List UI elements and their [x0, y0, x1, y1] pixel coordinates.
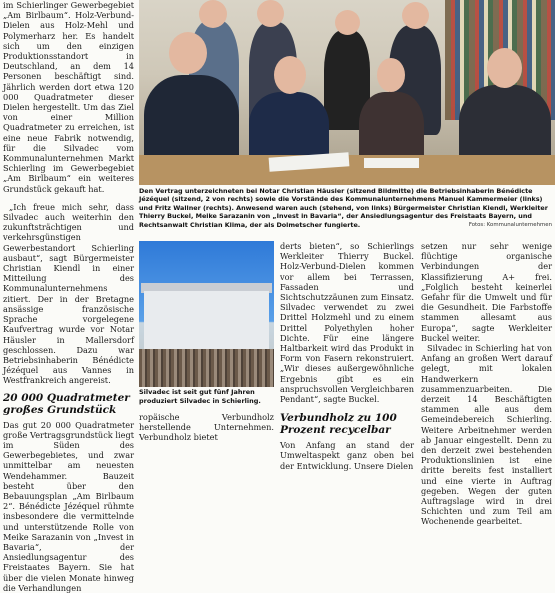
photo-credit: Fotos: Kommunalunternehmen — [468, 222, 552, 228]
paragraph: im Schierlinger Gewerbegebiet „Am Birlbaum“. Holz-Verbund-Dielen aus Holz-Mehl und Polymerharz her. Es handelt sich um den einzigen Produktionsstandort in Deutschland, an dem 14 Personen beschäftigt sind. Jährlich werden dort etwa 120 000 Quadratmeter dieser Dielen hergestellt. Um das Ziel von einer Million Quadratmeter zu erreichen, ist eine neue Fabrik notwendig, für die Silvadec vom Kommunalunternehmen Markt Schierling im Gewerbegebiet „Am Birlbaum“ ein weiteres Grundstück gekauft hat. — [3, 0, 134, 194]
text-column-2 — [280, 241, 414, 471]
paragraph: „Ich freue mich sehr, dass Silvadec auch weiterhin den zukunftsträchtigen und verkehrsgünstigen Gewerbestandort Schierling ausbaut“, sagt Bürgermeister Christian Kiendl in einer Mitteilung des Kommunalunternehmens zitiert. Der in der Bretagne ansässige französische Sprache vorgelegene Kaufvertrag wurde vor Notar Häusler in Mallersdorf geschlossen. Dazu war Betriebsinhaberin Bénédicte Jézéquel aus Vannes in Westfrankreich angereist. — [3, 201, 134, 386]
paragraph: Silvadec in Schierling hat von Anfang an großen Wert darauf gelegt, mit lokalen Handwerkern zusammenzuarbeiten. Die derzeit 14 Beschäftigten stammen alle aus dem Gemeindebereich Schierling. Weitere Arbeitnehmer werden ab Januar eingestellt. Denn zu den derzeit zwei bestehenden Produktionslinien ist eine dritte bereits fest installiert und eine vierte in Auftrag gegeben. Wegen der guten Auftragslage wird in drei Schichten und zum Teil am Wochenende gearbeitet. — [421, 343, 552, 527]
subheading: Verbundholz zu 100 Prozent recycelbar — [280, 412, 397, 437]
paragraph: Das gut 20 000 Quadratmeter große Vertragsgrundstück liegt im Süden des Gewerbegebietes, und zwar unmittelbar am neuesten Wendehammer. Bauzeit besteht über den Bebauungsplan „Am Birlbaum 2“. Bénédicte Jézéquel rühmte insbesondere die vermittelnde und unterstützende Rolle von Meike Sarazanin von „Invest in Bavaria“, der Ansiedlungsagentur des Freistaates Bayern. Sie hat über die vielen Monate hinweg die Verhandlungen — [3, 419, 134, 593]
paragraph: derts bieten“, so Schierlings Werkleiter Thierry Buckel. Holz-Verbund-Dielen kommen vor allem bei Terrassen, Fassaden und Sichtschutzzäunen zum Einsatz. Silvadec verwendet zu zwei Drittel Holzmehl und zu einem Drittel Polyethylen hoher Dichte. Für eine längere Haltbarkeit wird das Produkt in Form von Fasern rekonstruiert. „Wir dieses außergewöhnliche Ergebnis gibt es ein anspruchsvollen Vergleichbaren Pendant“, sagte Buckel. — [280, 241, 414, 405]
contract-signing-photo — [139, 0, 555, 185]
factory-photo — [139, 241, 274, 387]
factory-building — [144, 291, 269, 355]
paragraph: Von Anfang an stand der Umweltaspekt ganz oben bei der Entwicklung. Unsere Dielen — [280, 440, 414, 471]
subheading: 20 000 Quadratmeter großes Grundstück — [3, 391, 130, 416]
text-column-3 — [421, 241, 552, 527]
photo-caption: Den Vertrag unterzeichneten bei Notar Christian Häusler (sitzend Bildmitte) die Betriebsinhaberin Bénédicte Jézéquel (sitzend, 2 von rechts) sowie die Vorstände des Kommunalunternehmens Manuel Kammermeier (links) und Fritz Wallner (rechts). Anwesend waren auch (stehend, von links) Bürgermeister Christian Kiendl, Werkleiter Thierry Buckel, Meike Sarazanin von „Invest in Bavaria“, der Ansiedlungsagentur des Freistaats Bayern, und Rechtsanwalt Christian Klima, der als Dolmetscher fungierte. — [139, 187, 548, 229]
text-column-2-top — [139, 412, 274, 443]
lumber-stacks — [139, 349, 274, 387]
paragraph: ropäische Verbundholz herstellende Unternehmen. Verbundholz bietet — [139, 412, 274, 443]
text-column-1 — [3, 0, 134, 593]
factory-caption: Silvadec ist seit gut fünf Jahren produziert Silvadec in Schierling. — [139, 388, 261, 405]
paragraph: setzen nur sehr wenige flüchtige organische Verbindungen der Klassifizierung A+ frei. „Folglich besteht keinerlei Gefahr für die Umwelt und für die Gesundheit. Die Farbstoffe stammen allesamt aus Europa“, sagte Werkleiter Buckel weiter. — [421, 241, 552, 343]
